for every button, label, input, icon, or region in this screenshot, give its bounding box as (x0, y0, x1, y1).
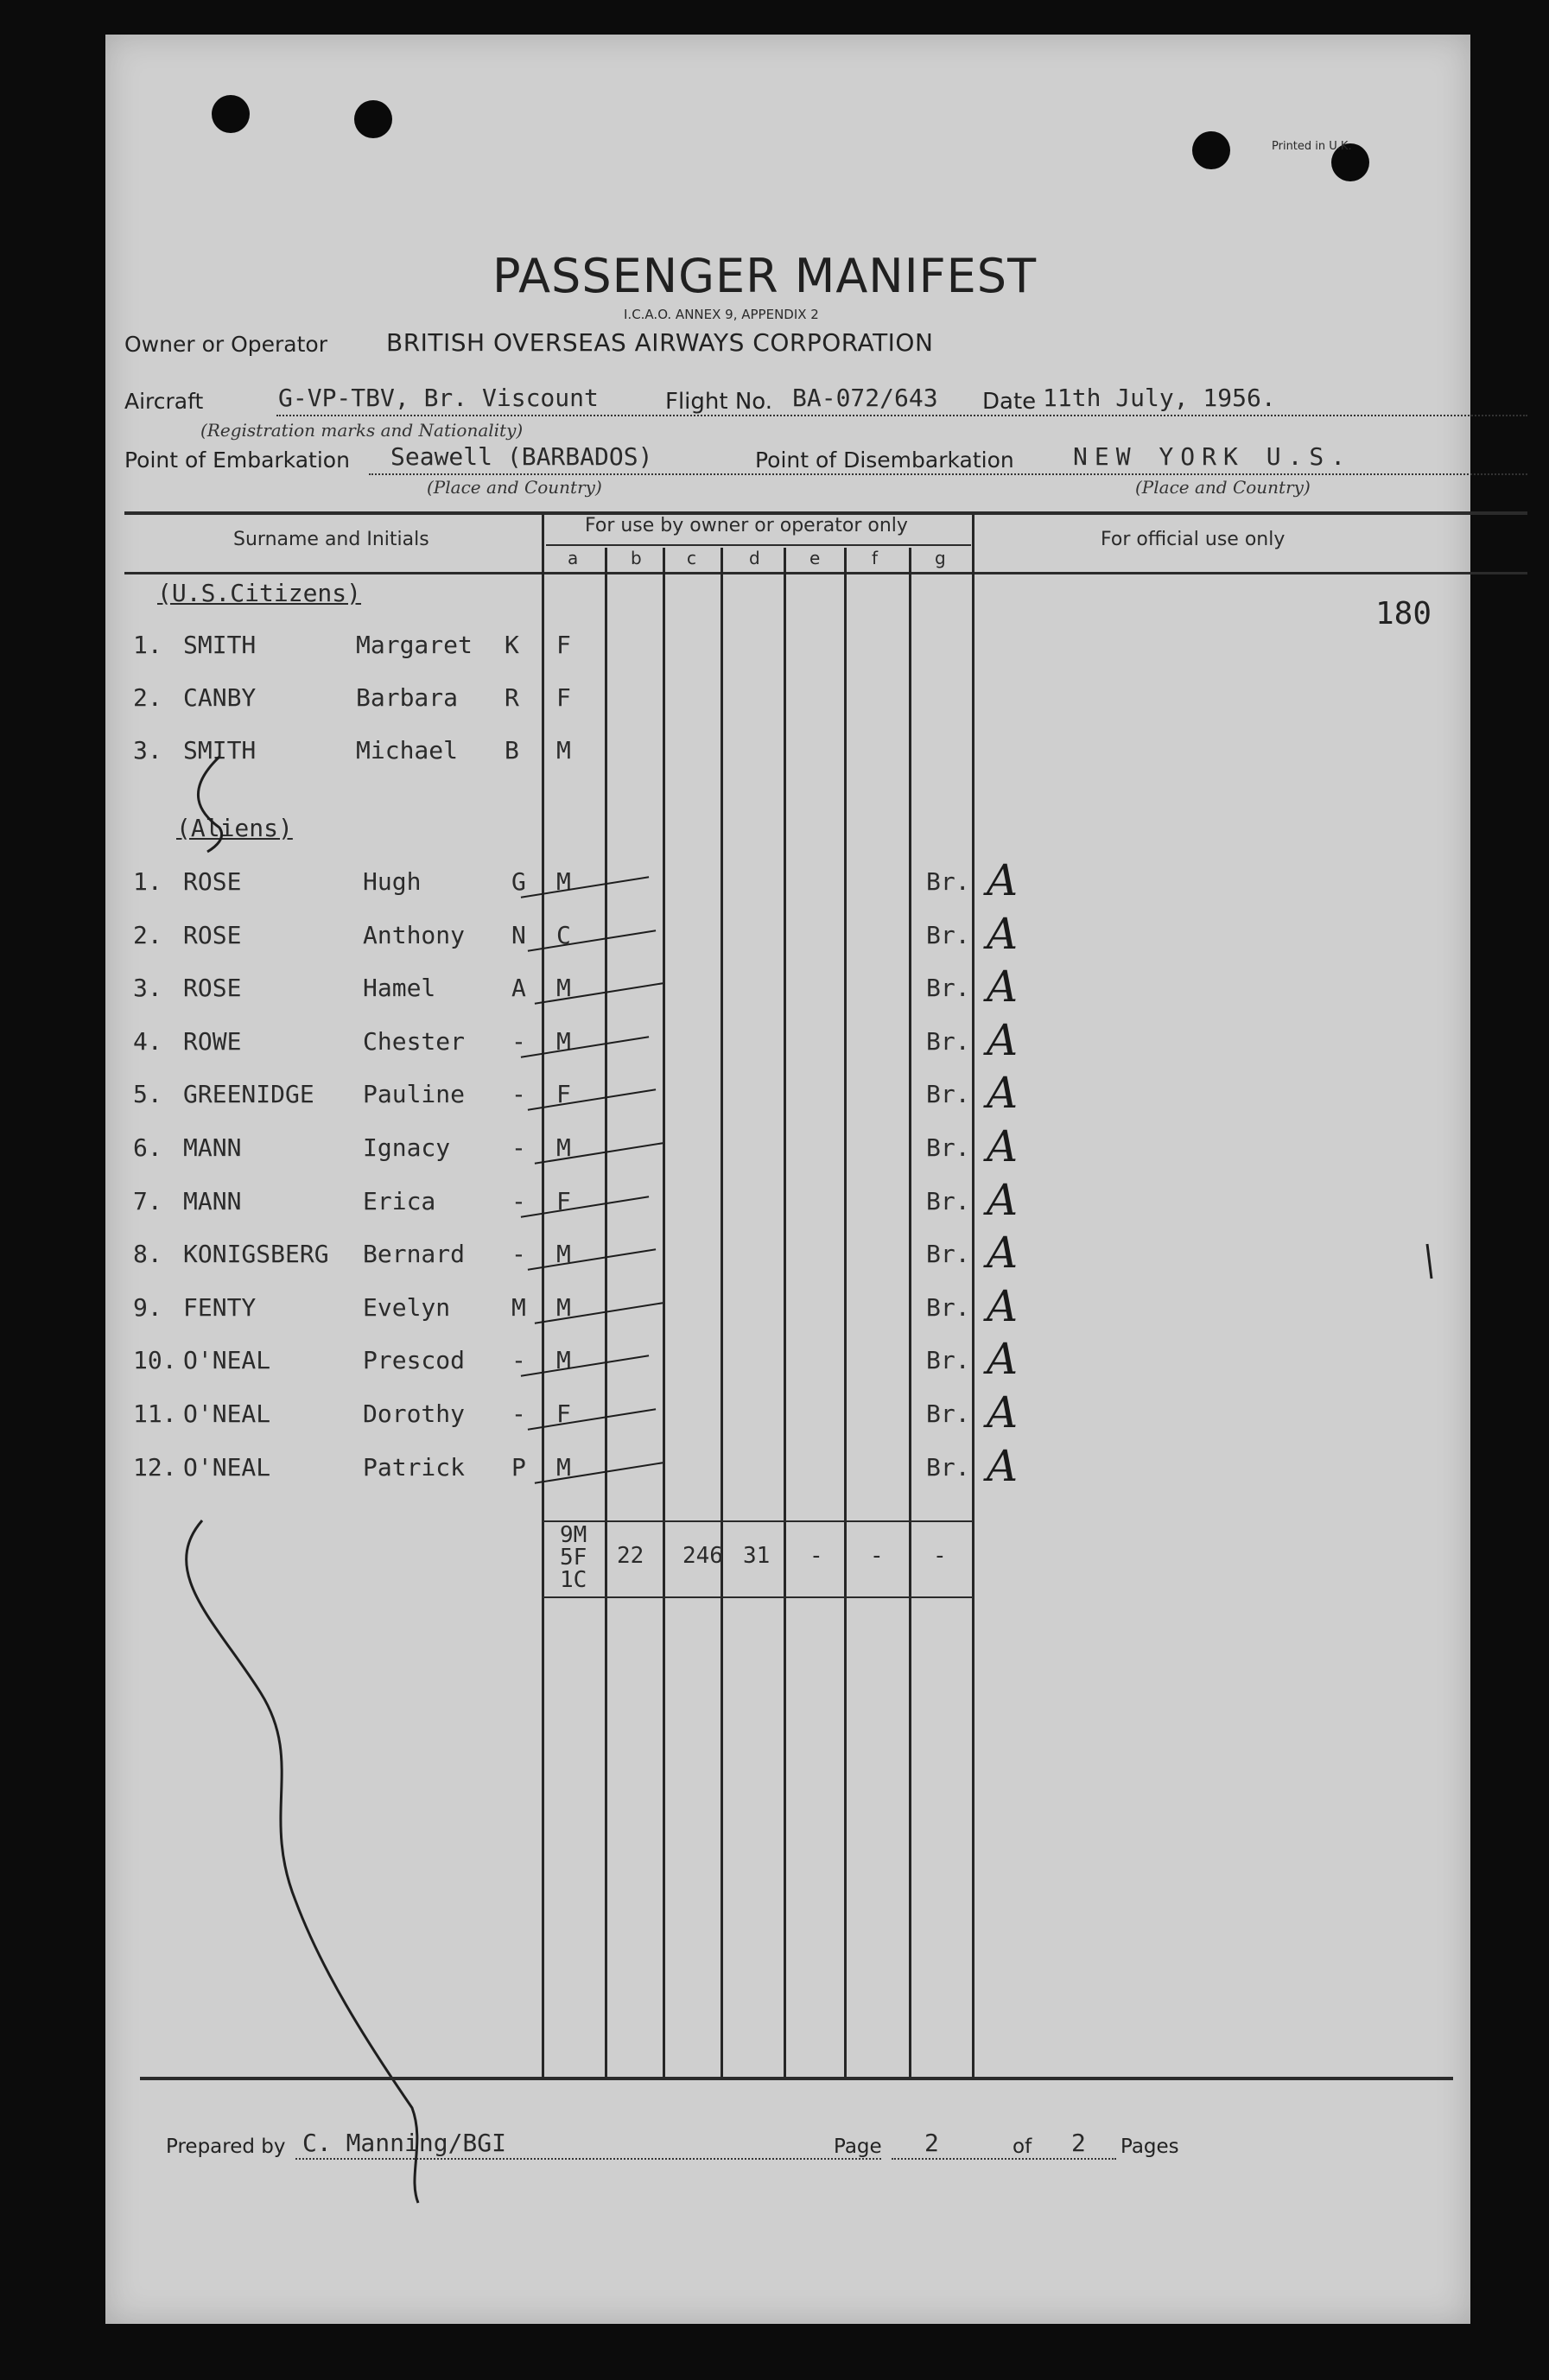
disembarkation-note: (Place and Country) (1135, 477, 1311, 498)
page-value: 2 (924, 2129, 939, 2157)
passenger-initial: N (511, 920, 526, 949)
passenger-surname: O'NEAL (183, 1399, 271, 1428)
passenger-surname: ROSE (183, 974, 242, 1003)
official-use-header: For official use only (1101, 529, 1286, 550)
passenger-sex: F (556, 1399, 571, 1428)
passenger-sex: M (556, 736, 571, 765)
column-letter-f: f (872, 548, 879, 568)
passenger-given-name: Hugh (363, 867, 422, 896)
passenger-surname: FENTY (183, 1292, 257, 1322)
official-check-mark: A (987, 962, 1019, 1012)
passenger-sex: M (556, 1133, 571, 1162)
total-g: - (933, 1543, 947, 1569)
passenger-sex: F (556, 1186, 571, 1215)
official-check-mark: A (987, 1228, 1019, 1279)
of-value: 2 (1071, 2129, 1086, 2157)
aircraft-label: Aircraft (124, 389, 204, 414)
passenger-initial: P (511, 1452, 526, 1482)
embarkation-note: (Place and Country) (427, 477, 602, 498)
flight-value: BA-072/643 (792, 384, 938, 412)
passenger-given-name: Anthony (363, 920, 466, 949)
passenger-surname: SMITH (183, 736, 257, 765)
passenger-initial: - (511, 1026, 526, 1056)
total-b: 22 (617, 1543, 644, 1569)
of-label: of (1013, 2136, 1032, 2158)
official-check-mark: A (987, 1387, 1019, 1438)
official-check-mark: A (987, 1334, 1019, 1385)
passenger-given-name: Erica (363, 1186, 436, 1215)
passenger-nationality: Br. (926, 974, 970, 1003)
passenger-nationality: Br. (926, 867, 970, 896)
passenger-number: 3. (133, 736, 162, 765)
passenger-surname: ROSE (183, 920, 242, 949)
passenger-number: 6. (133, 1133, 162, 1162)
embarkation-value: Seawell (BARBADOS) (390, 442, 653, 471)
passenger-number: 1. (133, 867, 162, 896)
handwritten-bracket-mark (105, 35, 1470, 2324)
pages-label: Pages (1120, 2136, 1179, 2158)
passenger-surname: O'NEAL (183, 1452, 271, 1482)
total-a-male: 9M (560, 1522, 587, 1548)
page-underline (892, 2158, 1116, 2160)
passenger-number: 9. (133, 1292, 162, 1322)
surname-header: Surname and Initials (233, 529, 429, 550)
prepared-underline (295, 2158, 881, 2160)
page-subtitle: I.C.A.O. ANNEX 9, APPENDIX 2 (624, 307, 819, 322)
official-check-mark: A (987, 1014, 1019, 1065)
passenger-surname: KONIGSBERG (183, 1240, 329, 1269)
column-letter-a: a (568, 548, 579, 568)
passenger-number: 10. (133, 1346, 177, 1375)
passenger-sex: M (556, 1026, 571, 1056)
passenger-number: 3. (133, 974, 162, 1003)
passenger-initial: K (505, 631, 519, 659)
passenger-number: 2. (133, 920, 162, 949)
printed-note: Printed in U.K. (1272, 140, 1352, 153)
passenger-sex: M (556, 974, 571, 1003)
passenger-sex: C (556, 920, 571, 949)
passenger-initial: - (511, 1080, 526, 1109)
passenger-sex: M (556, 867, 571, 896)
passenger-initial: M (511, 1292, 526, 1322)
total-c: 246 (682, 1543, 723, 1569)
passenger-given-name: Ignacy (363, 1133, 451, 1162)
official-check-mark: A (987, 1440, 1019, 1491)
owner-value: BRITISH OVERSEAS AIRWAYS CORPORATION (386, 328, 934, 357)
official-check-mark: A (987, 1068, 1019, 1119)
passenger-given-name: Pauline (363, 1080, 466, 1109)
total-f: - (870, 1543, 884, 1569)
passenger-initial: - (511, 1240, 526, 1269)
passenger-given-name: Patrick (363, 1452, 466, 1482)
passenger-number: 1. (133, 631, 162, 659)
passenger-given-name: Hamel (363, 974, 436, 1003)
passenger-nationality: Br. (926, 1026, 970, 1056)
manifest-sheet (105, 35, 1470, 2324)
passenger-number: 12. (133, 1452, 177, 1482)
footer-rule (140, 2077, 1453, 2080)
aliens-heading: (Aliens) (176, 814, 293, 842)
passenger-surname: GREENIDGE (183, 1080, 314, 1109)
official-check-mark: A (987, 1280, 1019, 1331)
passenger-surname: O'NEAL (183, 1346, 271, 1375)
flight-label: Flight No. (665, 389, 773, 415)
passenger-nationality: Br. (926, 1133, 970, 1162)
passenger-nationality: Br. (926, 1346, 970, 1375)
passenger-given-name: Chester (363, 1026, 466, 1056)
prepared-by-value: C. Manning/BGI (302, 2129, 507, 2157)
column-letter-b: b (631, 548, 642, 568)
us-citizens-heading: (U.S.Citizens) (157, 579, 362, 607)
passenger-initial: B (505, 736, 519, 765)
column-letter-d: d (749, 548, 760, 568)
passenger-given-name: Michael (356, 736, 459, 765)
passenger-given-name: Barbara (356, 683, 459, 712)
passenger-nationality: Br. (926, 920, 970, 949)
page-code: 180 (1375, 596, 1432, 631)
passenger-sex: M (556, 1452, 571, 1482)
passenger-given-name: Margaret (356, 631, 473, 659)
passenger-nationality: Br. (926, 1452, 970, 1482)
passenger-nationality: Br. (926, 1240, 970, 1269)
total-a-child: 1C (560, 1567, 587, 1593)
passenger-number: 5. (133, 1080, 162, 1109)
total-d: 31 (743, 1543, 771, 1569)
passenger-surname: ROSE (183, 867, 242, 896)
passenger-nationality: Br. (926, 1292, 970, 1322)
passenger-number: 8. (133, 1240, 162, 1269)
passenger-sex: F (556, 1080, 571, 1109)
passenger-sex: M (556, 1240, 571, 1269)
passenger-surname: SMITH (183, 631, 257, 659)
aircraft-note: (Registration marks and Nationality) (200, 420, 524, 441)
embarkation-label: Point of Embarkation (124, 447, 350, 473)
passenger-given-name: Prescod (363, 1346, 466, 1375)
passenger-initial: A (511, 974, 526, 1003)
passenger-sex: M (556, 1346, 571, 1375)
passenger-surname: MANN (183, 1133, 242, 1162)
passenger-initial: R (505, 683, 519, 712)
passenger-initial: - (511, 1186, 526, 1215)
passenger-nationality: Br. (926, 1399, 970, 1428)
passenger-number: 4. (133, 1026, 162, 1056)
passenger-number: 11. (133, 1399, 177, 1428)
passenger-initial: - (511, 1133, 526, 1162)
total-a-female: 5F (560, 1545, 587, 1571)
owner-use-header: For use by owner or operator only (585, 515, 908, 536)
passenger-nationality: Br. (926, 1186, 970, 1215)
passenger-sex: F (556, 631, 571, 659)
official-check-mark: A (987, 1174, 1019, 1225)
passenger-surname: CANBY (183, 683, 257, 712)
passenger-initial: - (511, 1346, 526, 1375)
passenger-surname: ROWE (183, 1026, 242, 1056)
official-check-mark: A (987, 908, 1019, 959)
passenger-surname: MANN (183, 1186, 242, 1215)
disembarkation-value: NEW YORK U.S. (1073, 442, 1353, 471)
passenger-given-name: Bernard (363, 1240, 466, 1269)
aircraft-value: G-VP-TBV, Br. Viscount (278, 384, 599, 412)
owner-label: Owner or Operator (124, 332, 327, 357)
official-check-mark: A (987, 1121, 1019, 1171)
column-letter-g: g (935, 548, 946, 568)
date-value: 11th July, 1956. (1043, 384, 1276, 412)
disembarkation-label: Point of Disembarkation (755, 447, 1014, 473)
passenger-number: 7. (133, 1186, 162, 1215)
passenger-nationality: Br. (926, 1080, 970, 1109)
passenger-sex: M (556, 1292, 571, 1322)
passenger-number: 2. (133, 683, 162, 712)
page-title: PASSENGER MANIFEST (492, 249, 1038, 303)
column-letter-e: e (809, 548, 821, 568)
passenger-initial: - (511, 1399, 526, 1428)
prepared-by-label: Prepared by (166, 2136, 286, 2158)
passenger-initial: G (511, 867, 526, 896)
date-label: Date (982, 389, 1037, 415)
column-letter-c: c (687, 548, 696, 568)
passenger-given-name: Dorothy (363, 1399, 466, 1428)
total-e: - (809, 1543, 823, 1569)
passenger-sex: F (556, 683, 571, 712)
official-check-mark: A (987, 855, 1019, 905)
page-label: Page (834, 2136, 882, 2158)
passenger-given-name: Evelyn (363, 1292, 451, 1322)
